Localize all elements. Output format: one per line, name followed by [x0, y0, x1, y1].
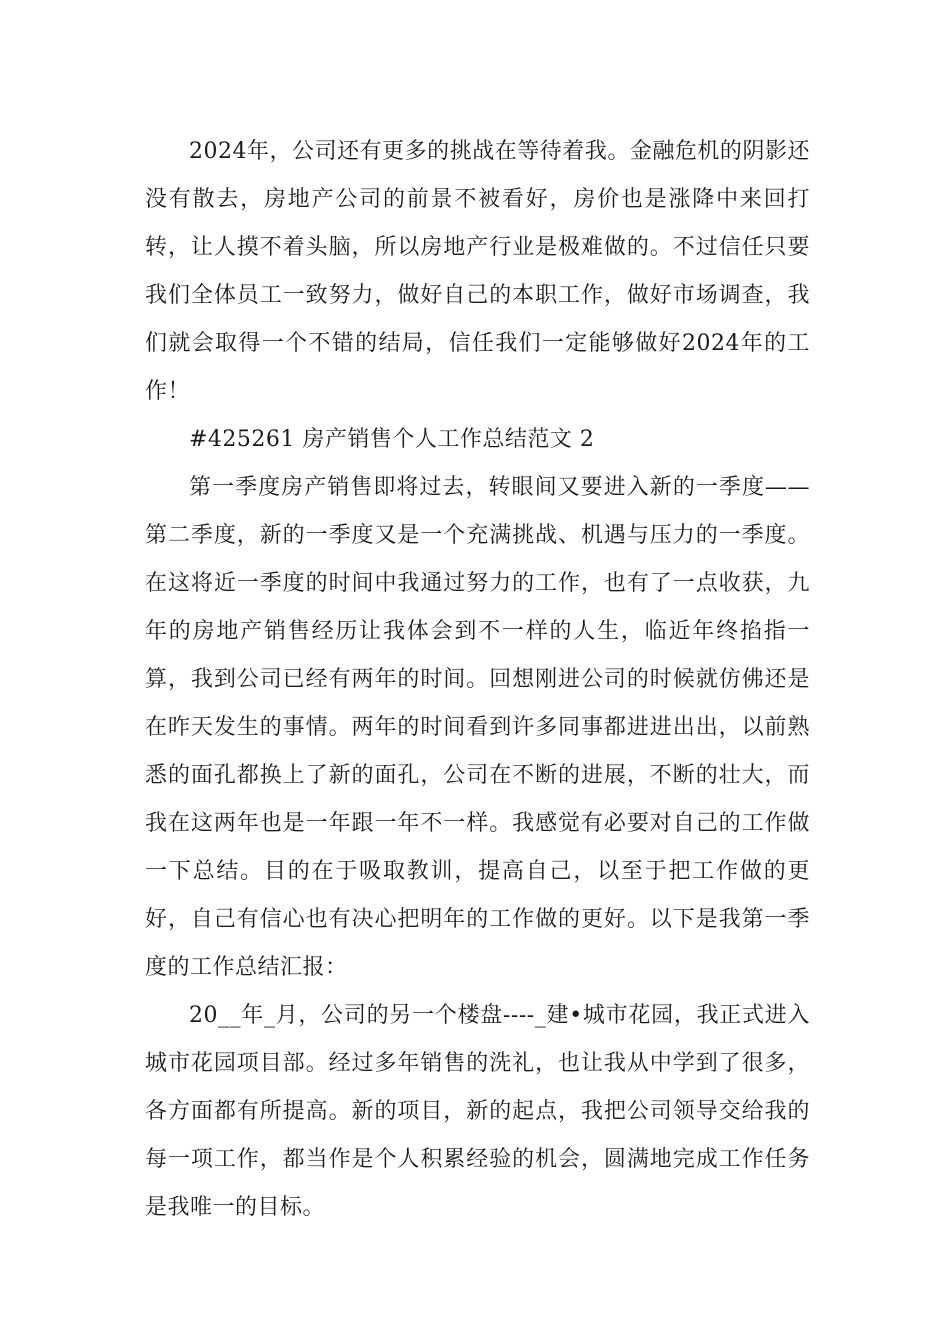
- document-body: [145, 128, 810, 1232]
- paragraph-city-garden-project: 20__年_月，公司的另一个楼盘----_建•城市花园，我正式进入城市花园项目部。经过多年销售的洗礼，也让我从中学到了很多，各方面都有所提高。新的项目，新的起点，我把公司领导交给我的每一项工作，都当作是个人积累经验的机会，圆满地完成工作任务是我唯一的目标。: [145, 1003, 810, 1220]
- paragraph-2024-outlook: 2024年，公司还有更多的挑战在等待着我。金融危机的阴影还没有散去，房地产公司的前景不被看好，房价也是涨降中来回打转，让人摸不着头脑，所以房地产行业是极难做的。不过信任只要我们全体员工一致努力，做好自己的本职工作，做好市场调查，我们就会取得一个不错的结局，信任我们一定能够做好2024年的工作！: [145, 139, 810, 404]
- paragraph-first-quarter: 第一季度房产销售即将过去，转眼间又要进入新的一季度——第二季度，新的一季度又是一个充满挑战、机遇与压力的一季度。在这将近一季度的时间中我通过努力的工作，也有了一点收获，九年的房地产销售经历让我体会到不一样的人生，临近年终掐指一算，我到公司已经有两年的时间。回想刚进公司的时候就仿佛还是在昨天发生的事情。两年的时间看到许多同事都进进出出，以前熟悉的面孔都换上了新的面孔，公司在不断的进展，不断的壮大，而我在这两年也是一年跟一年不一样。我感觉有必要对自己的工作做一下总结。目的在于吸取教训，提高自己，以至于把工作做的更好，自己有信心也有决心把明年的工作做的更好。以下是我第一季度的工作总结汇报：: [145, 475, 810, 980]
- section-heading: #425261 房产销售个人工作总结范文 2: [189, 427, 595, 452]
